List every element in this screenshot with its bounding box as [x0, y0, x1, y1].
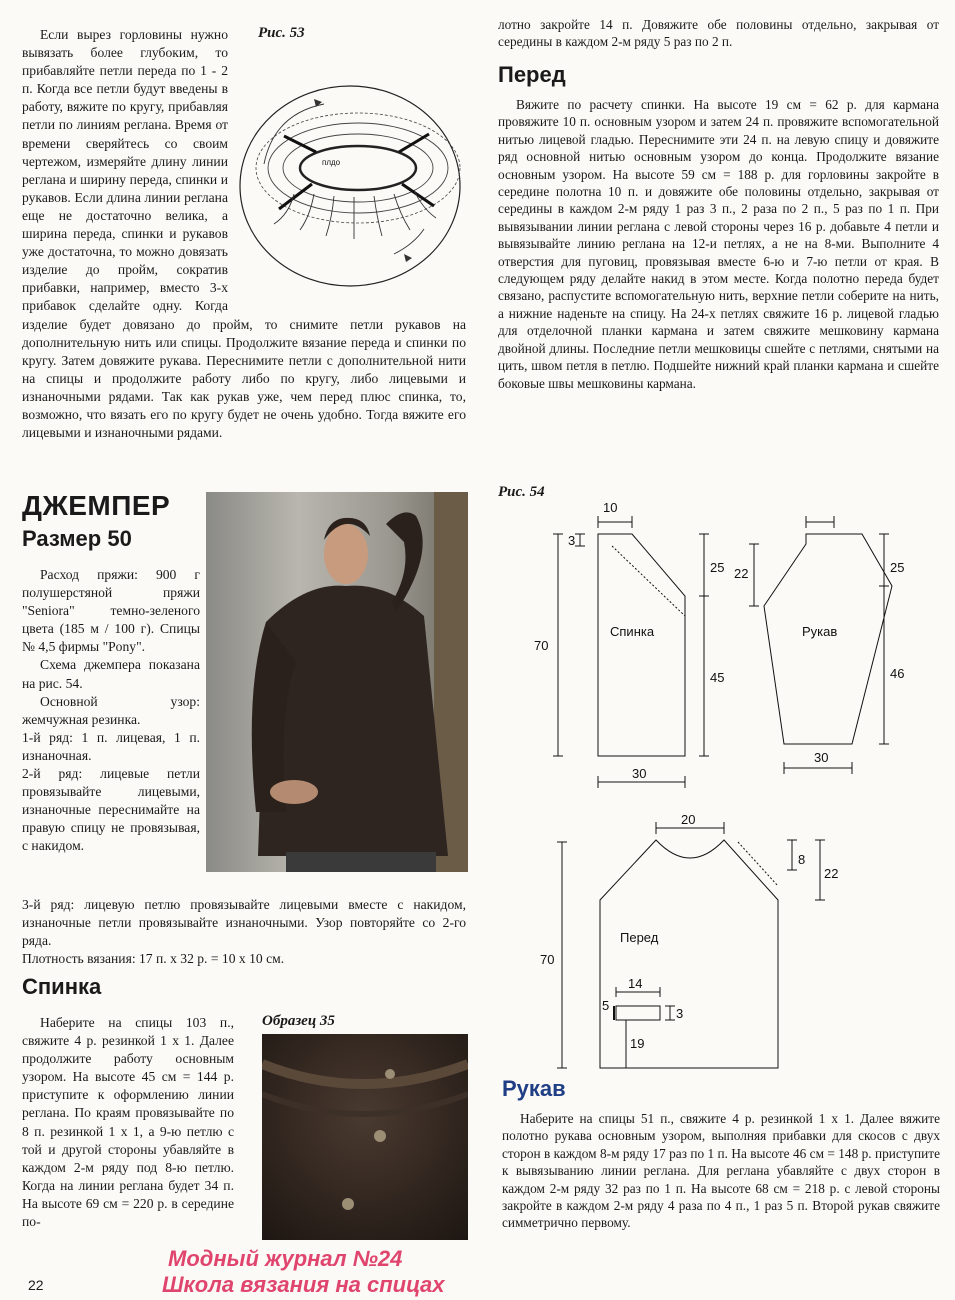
front-title: Перед [498, 62, 566, 87]
svg-text:30: 30 [814, 750, 829, 765]
svg-text:20: 20 [681, 812, 696, 827]
jumper-title: ДЖЕМПЕР [22, 490, 171, 521]
front-text: Вяжите по расчету спинки. На высоте 19 см = 62 р. для кармана провяжите 10 п. основным узором и затем 24 п. провяжите вспомогательной нитью лицевой гладью. Переснимите эти 24 п. на левую спицу и довяжите ряд основной нитью основным узором до конца. Продолжите вязание основным узором. На высоте 59 см = 188 р. для горловины закройте в середине полотна 10 п. и довяжите обе половины отдельно, закрывая от середины в каждом 2-м ряду 1 раз 3 п., 2 раза по 2 п., 5 раз по 1 п. При вывязывании линии реглана с левой стороны через 16 р. добавьте 4 петли и вывязывайте линию реглана на 12-и петлях, а не на 8-ми. Выполните 4 отверстия для пуговиц, провязывая вместе 6-ю и 7-ю петли от края. В следующем ряду делайте накид в этом месте. Когда полотно переда будет связано, распустите вспомогательную нить, верхние петли соберите на нить, а нижние наденьте на спицу. На 24-х петлях свяжите 16 р. лицевой гладью для отделочной планки кармана и затем свяжите мешковину кармана двойной длины. Последние петли мешковицы сшейте с петлями, снятыми на цить, швом петля в петлю. Подшейте нижний край планки кармана и сшейте боковые швы мешковины кармана. [498, 97, 939, 391]
row1-info: 1-й ряд: 1 п. лицевая, 1 п. изнаночная. [22, 729, 200, 763]
neck-oval [300, 146, 416, 190]
yarn-info: Расход пряжи: 900 г полушерстяной пряжи "Seniora" темно-зеленого цвета (185 м / 100 г). Спицы № 4,5 фирмы "Pony". [22, 567, 200, 655]
jumper-size: Размер 50 [22, 526, 132, 551]
svg-text:25: 25 [890, 560, 905, 575]
fig54-label: Рис. 54 [498, 484, 545, 500]
svg-text:10: 10 [603, 500, 618, 515]
back-piece-label: Спинка [610, 624, 655, 639]
svg-text:8: 8 [798, 852, 806, 867]
jumper-details [22, 566, 200, 856]
outer-circle [240, 86, 460, 286]
jumper-photo [206, 492, 468, 872]
svg-text:3: 3 [568, 533, 576, 548]
jumper-details-wide [22, 896, 466, 968]
fig53-diagram [234, 44, 466, 294]
svg-text:46: 46 [890, 666, 905, 681]
model-illustration [206, 492, 468, 872]
right-top-text: лотно закройте 14 п. Довяжите обе половины отдельно, закрывая от середины в каждом 2-м ряду 5 раз по 2 п. [498, 17, 939, 50]
footer-title: Модный журнал №24 [168, 1246, 403, 1271]
pattern-info: Основной узор: жемчужная резинка. [22, 693, 200, 727]
sleeve-outline [764, 534, 892, 744]
density-info: Плотность вязания: 17 п. х 32 р. = 10 х 10 см. [22, 951, 285, 967]
pocket-outline [616, 1006, 660, 1020]
svg-text:70: 70 [540, 952, 555, 967]
svg-text:45: 45 [710, 670, 725, 685]
svg-text:5: 5 [602, 998, 610, 1013]
front-piece-label: Перед [620, 930, 659, 945]
sample-label: Образец 35 [262, 1013, 335, 1029]
fig53-label: Рис. 53 [258, 25, 305, 41]
sample-photo [262, 1034, 468, 1240]
back-outline [598, 534, 685, 756]
sleeve-piece-label: Рукав [802, 624, 838, 639]
footer-subtitle: Школа вязания на спицах [162, 1272, 445, 1297]
svg-text:70: 70 [534, 638, 549, 653]
front-outline [600, 840, 778, 1068]
back-title: Спинка [22, 974, 102, 999]
top-left-text: Если вырез горловины нужно вывязать более глубоким, то прибавляйте петли переда по 1 - 2 п. Когда все петли будут введены в работу, вяжите по кругу, прибавляя петли по линиям реглана. Время от времени сверяйтесь со своим чертежом, измеряйте длину линии реглана и ширину переда, спинки и рукавов. Если длина линии реглана еще не достаточно велика, а ширина переда, спинки и рукавов уже достаточна, то можно довязать изделие до пройм, сократив прибавки, например, вместо 3-х прибавок сделайте одну. Когда изделие будет довязано до пройм, то снимите петли рукавов на дополнительную нить или спицы. Продолжите вязание переда и спинки по кругу. Затем довяжите рукава. Переснимите петли с дополнительной нити на спицы и продолжите работу либо по кругу, либо лицевыми и изнаночными рядами. Так как рукав уже, чем перед плюс спинка, то, возможно, что вязать его по кругу будет не очень удобно. Тогда вяжите его лицевыми и изнаночными рядами. [22, 27, 466, 441]
fig53-center-label: плдо [322, 158, 341, 167]
fig54-diagram [530, 486, 940, 1072]
svg-text:22: 22 [734, 566, 749, 581]
sleeve-title: Рукав [502, 1076, 566, 1101]
back-text: Наберите на спицы 103 п., свяжите 4 р. резинкой 1 х 1. Далее продолжите работу основным узором. На высоте 45 см = 144 р. приступите к оформлению линии реглана. По краям провязывайте по 8 п. резинкой 1 х 1, а 9-ю петлю с той и другой стороны убавляйте в каждом 2-м ряду под 8-ю петлю. Когда на линии реглана будет 34 п. На высоте 69 см = 220 р. в середине по- [22, 1015, 234, 1230]
row2-info: 2-й ряд: лицевые петли провязывайте лицевыми, изнаночные переснимайте на правую спицу не провязывая, с накидом. [22, 766, 200, 854]
scheme-info: Схема джемпера показана на рис. 54. [22, 657, 200, 691]
row3-info: 3-й ряд: лицевую петлю провязывайте лицевыми вместе с накидом, изнаночные петли провязывайте изнаночными. Узор повторяйте со 2-го ряда. [22, 897, 466, 949]
svg-text:19: 19 [630, 1036, 645, 1051]
svg-text:22: 22 [824, 866, 839, 881]
svg-text:25: 25 [710, 560, 725, 575]
svg-text:3: 3 [676, 1006, 684, 1021]
page-number: 22 [28, 1277, 44, 1293]
svg-text:14: 14 [628, 976, 643, 991]
sleeve-text: Наберите на спицы 51 п., свяжите 4 р. резинкой 1 х 1. Далее вяжите полотно рукава основным узором, выполняя прибавки для скосов с двух сторон в каждом 8-м ряду 17 раз по 1 п. На высоте 46 см = 148 р. приступите к вывязыванию линии реглана. Для реглана убавляйте с двух сторон в каждом 2-м ряду 32 раз по 1 п. На высоте 68 см = 218 р. с левой стороны закройте в каждом 2-м ряду 4 раза по 4 п., 1 раз 5 п. Второй рукав свяжите симметрично первому. [502, 1111, 940, 1231]
svg-text:30: 30 [632, 766, 647, 781]
